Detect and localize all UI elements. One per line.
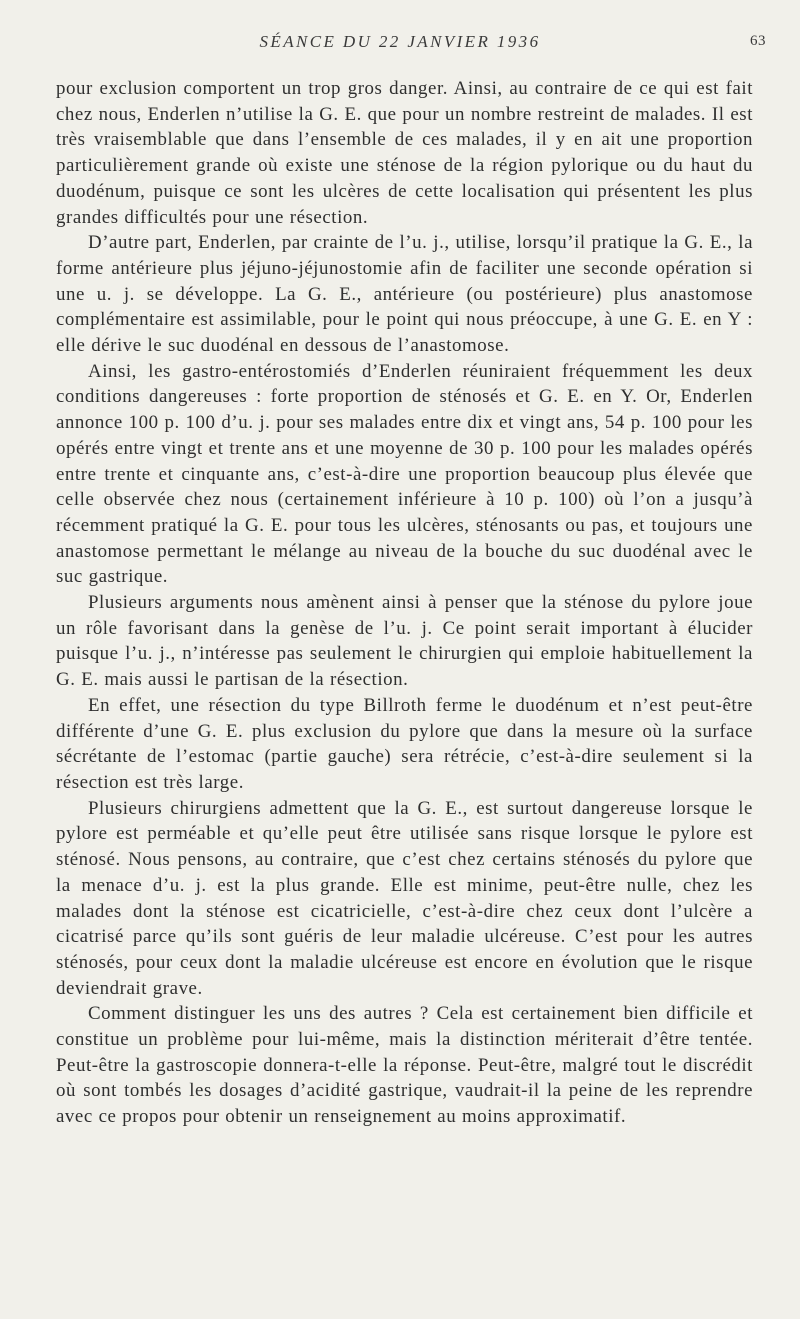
- paragraph: Plusieurs arguments nous amènent ainsi à penser que la sténose du pylore joue un rôle favorisant dans la genèse de l’u. j. Ce point serait important à élucider puisque l’u. j., n’intéresse pas seulement le chirurgien qui emploie habituellement la G. E. mais aussi le partisan de la résection.: [56, 592, 753, 691]
- page-number: 63: [750, 33, 766, 49]
- paragraph: Comment distinguer les uns des autres ? Cela est certainement bien difficile et constitue un problème pour lui-même, mais la distinction mériterait d’être tentée. Peut-être la gastroscopie donnera-t-elle la réponse. Peut-être, malgré tout le discrédit où sont tombés les dosages d’acidité gastrique, vaudrait-il la peine de les reprendre avec ce propos pour obtenir un renseignement au moins approximatif.: [56, 1003, 753, 1128]
- paragraph: En effet, une résection du type Billroth ferme le duodénum et n’est peut-être différente d’une G. E. plus exclusion du pylore que dans la mesure où la surface sécrétante de l’estomac (partie gauche) sera rétrécie, c’est-à-dire seulement si la résection est très large.: [56, 694, 753, 793]
- paragraph: Ainsi, les gastro-entérostomiés d’Enderlen réuniraient fréquemment les deux conditions dangereuses : forte proportion de sténosés et G. E. en Y. Or, Enderlen annonce 100 p. 100 d’u. j. pour ses malades entre dix et vingt ans, 54 p. 100 pour les opérés entre vingt et trente ans et une moyenne de 30 p. 100 pour les malades opérés entre trente et cinquante ans, c’est-à-dire une proportion beaucoup plus élevée que celle observée chez nous (certainement inférieure à 10 p. 100) où l’on a jusqu’à récemment pratiqué la G. E. pour tous les ulcères, sténosants ou pas, et toujours une anastomose permettant le mélange au niveau de la bouche du suc duodénal avec le suc gastrique.: [56, 360, 753, 588]
- running-title: SÉANCE DU 22 JANVIER 1936: [259, 32, 541, 51]
- paragraph: Plusieurs chirurgiens admettent que la G. E., est surtout dangereuse lorsque le pylore est perméable et qu’elle peut être utilisée sans risque lorsque le pylore est sténosé. Nous pensons, au contraire, que c’est chez certains sténosés du pylore que la menace d’u. j. est la plus grande. Elle est minime, peut-être nulle, chez les malades dont la sténose est cicatricielle, c’est-à-dire chez ceux dont l’ulcère a cicatrisé parce qu’ils sont guéris de leur maladie ulcéreuse. C’est pour les autres sténosés, pour ceux dont la maladie ulcéreuse est encore en évolution que le risque deviendrait grave.: [56, 797, 753, 999]
- paragraph: D’autre part, Enderlen, par crainte de l’u. j., utilise, lorsqu’il pratique la G. E., la forme antérieure plus jéjuno-jéjunostomie afin de faciliter une seconde opération si une u. j. se développe. La G. E., antérieure (ou postérieure) plus anastomose complémentaire est assimilable, pour le point qui nous préoccupe, à une G. E. en Y : elle dérive le suc duodénal en dessous de l’anastomose.: [56, 232, 753, 357]
- running-head: [0, 32, 800, 56]
- body-text: [56, 76, 753, 1130]
- paragraph: pour exclusion comportent un trop gros danger. Ainsi, au contraire de ce qui est fait chez nous, Enderlen n’utilise la G. E. que pour un nombre restreint de malades. Il est très vraisemblable que dans l’ensemble de ces malades, il y en ait une proportion particulièrement grande où existe une sténose de la région pylorique ou du haut du duodénum, puisque ce sont les ulcères de cette localisation qui présentent les plus grandes difficultés pour une résection.: [56, 78, 753, 228]
